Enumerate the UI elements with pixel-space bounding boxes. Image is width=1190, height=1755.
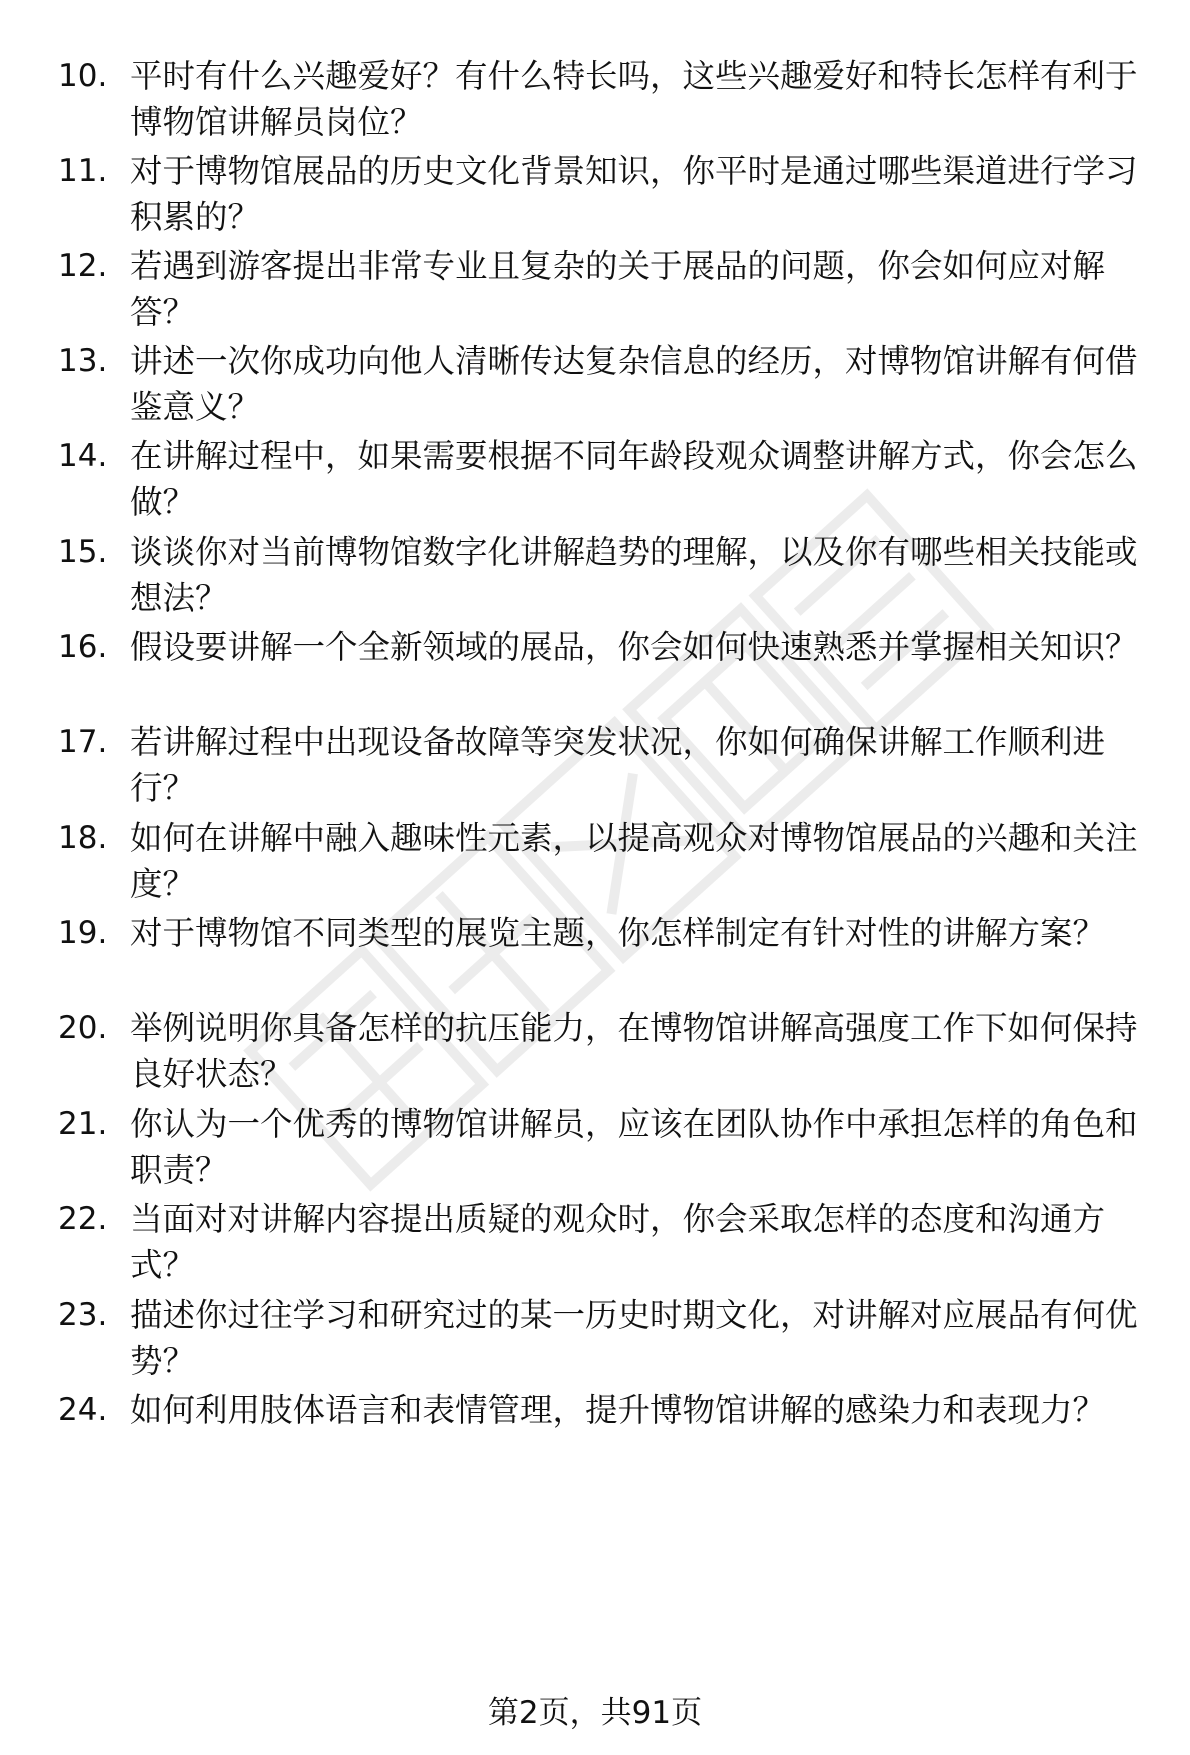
question-number: 14. [58, 438, 108, 474]
question-number: 24. [58, 1392, 108, 1428]
question-number: 11. [58, 153, 108, 189]
question-number: 17. [58, 724, 108, 760]
question-item [0, 529, 1190, 629]
question-number: 22. [58, 1201, 108, 1237]
question-number: 10. [58, 58, 108, 94]
question-item [0, 1196, 1190, 1296]
question-text: 对于博物馆不同类型的展览主题，你怎样制定有针对性的讲解方案？ [130, 914, 1106, 952]
question-item [0, 338, 1190, 438]
question-item [0, 1387, 1190, 1487]
question-text: 描述你过往学习和研究过的某一历史时期文化，对讲解对应展品有何优势？ [130, 1296, 1138, 1380]
question-text: 谈谈你对当前博物馆数字化讲解趋势的理解，以及你有哪些相关技能或想法？ [130, 533, 1138, 617]
question-item [0, 433, 1190, 533]
question-number: 12. [58, 248, 108, 284]
question-text: 平时有什么兴趣爱好？有什么特长吗，这些兴趣爱好和特长怎样有利于博物馆讲解员岗位？ [130, 57, 1138, 141]
question-item [0, 1005, 1190, 1105]
question-number: 15. [58, 534, 108, 570]
question-text: 当面对对讲解内容提出质疑的观众时，你会采取怎样的态度和沟通方式？ [130, 1200, 1106, 1284]
question-number: 16. [58, 629, 108, 665]
question-number: 20. [58, 1010, 108, 1046]
question-text: 你认为一个优秀的博物馆讲解员，应该在团队协作中承担怎样的角色和职责？ [130, 1105, 1138, 1189]
question-item [0, 910, 1190, 1010]
question-text: 若讲解过程中出现设备故障等突发状况，你如何确保讲解工作顺利进行？ [130, 723, 1106, 807]
question-number: 23. [58, 1297, 108, 1333]
question-item [0, 1101, 1190, 1201]
question-item [0, 148, 1190, 248]
question-text: 假设要讲解一个全新领域的展品，你会如何快速熟悉并掌握相关知识？ [130, 628, 1138, 666]
question-text: 举例说明你具备怎样的抗压能力，在博物馆讲解高强度工作下如何保持良好状态？ [130, 1009, 1138, 1093]
page-footer: 第2页，共91页 [487, 1695, 703, 1731]
question-text: 如何在讲解中融入趣味性元素，以提高观众对博物馆展品的兴趣和关注度？ [130, 819, 1138, 903]
question-number: 18. [58, 820, 108, 856]
question-item [0, 53, 1190, 153]
question-text: 若遇到游客提出非常专业且复杂的关于展品的问题，你会如何应对解答？ [130, 247, 1106, 331]
question-number: 21. [58, 1106, 108, 1142]
question-item [0, 815, 1190, 915]
question-item [0, 719, 1190, 819]
question-text: 对于博物馆展品的历史文化背景知识，你平时是通过哪些渠道进行学习积累的？ [130, 152, 1138, 236]
question-item [0, 624, 1190, 724]
question-text: 讲述一次你成功向他人清晰传达复杂信息的经历，对博物馆讲解有何借鉴意义？ [130, 342, 1138, 426]
question-item [0, 243, 1190, 343]
question-number: 19. [58, 915, 108, 951]
question-text: 如何利用肢体语言和表情管理，提升博物馆讲解的感染力和表现力？ [130, 1391, 1106, 1429]
question-number: 13. [58, 343, 108, 379]
question-item [0, 1292, 1190, 1392]
question-text: 在讲解过程中，如果需要根据不同年龄段观众调整讲解方式，你会怎么做？ [130, 437, 1138, 521]
